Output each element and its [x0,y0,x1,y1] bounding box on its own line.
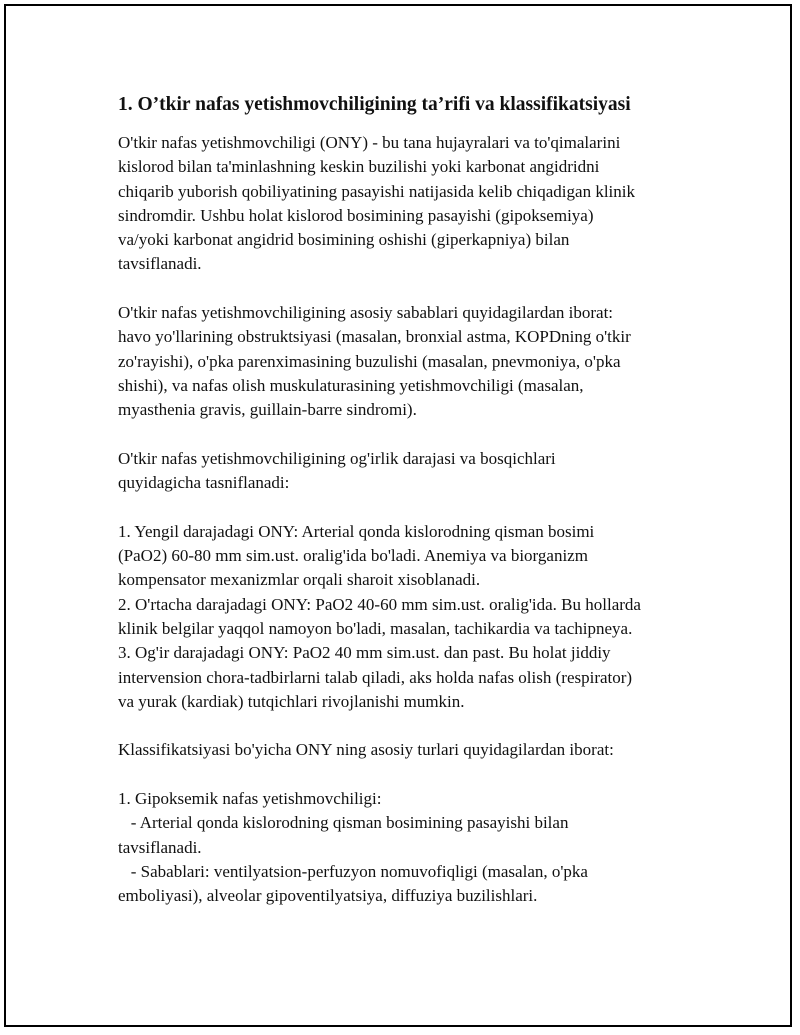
paragraph-classification-intro [118,738,698,762]
text-line: va yurak (kardiak) tutqichlari rivojlanishi mumkin. [118,691,465,711]
text-line: - Sabablari: ventilyatsion-perfuzyon nomuvofiqligi (masalan, o'pka [118,861,588,881]
paragraph-gap [118,495,698,519]
document-body [118,92,698,909]
text-line: O'tkir nafas yetishmovchiligi (ONY) - bu tana hujayralari va to'qimalarini [118,133,621,152]
text-line: O'tkir nafas yetishmovchiligining asosiy sabablari quyidagilardan iborat: [118,303,614,323]
text-line: klinik belgilar yaqqol namoyon bo'ladi, masalan, tachikardia va tachipneya. [118,618,633,638]
text-line: sindromdir. Ushbu holat kislorod bosimining pasayishi (gipoksemiya) [118,205,594,225]
text-line: quyidagicha tasniflanadi: [118,473,290,493]
text-line: intervension chora-tadbirlarni talab qiladi, aks holda nafas olish (respirator) [118,667,633,687]
paragraph-severity-list [118,520,698,714]
text-line: kislorod bilan ta'minlashning keskin buzilishi yoki karbonat angidridni [118,157,600,177]
paragraph-gap [118,277,698,301]
text-line: 1. Yengil darajadagi ONY: Arterial qonda kislorodning qisman bosimi [118,521,595,541]
text-line: tavsiflanadi. [118,837,202,857]
text-line: tavsiflanadi. [118,254,202,274]
text-line: O'tkir nafas yetishmovchiligining og'irlik darajasi va bosqichlari [118,448,556,468]
text-line: 1. Gipoksemik nafas yetishmovchiligi: [118,789,382,809]
text-line: myasthenia gravis, guillain-barre sindromi). [118,400,417,420]
text-line: 3. Og'ir darajadagi ONY: PaO2 40 mm sim.ust. dan past. Bu holat jiddiy [118,643,611,663]
text-line: havo yo'llarining obstruktsiyasi (masalan, bronxial astma, KOPDning o'tkir [118,327,631,347]
text-line: va/yoki karbonat angidrid bosimining oshishi (giperkapniya) bilan [118,230,570,250]
paragraph-hypoxemic [118,787,698,908]
text-line: (PaO2) 60-80 mm sim.ust. oralig'ida bo'ladi. Anemiya va biorganizm [118,546,588,566]
page-title: 1. O’tkir nafas yetishmovchiligining ta’rifi va klassifikatsiyasi [118,94,631,115]
text-line: emboliyasi), alveolar gipoventilyatsiya, diffuziya buzilishlari. [118,886,538,906]
paragraph-definition [118,131,698,277]
paragraph-gap [118,763,698,787]
text-line: chiqarib yuborish qobiliyatining pasayishi natijasida kelib chiqadigan klinik [118,181,635,201]
text-line: 2. O'rtacha darajadagi ONY: PaO2 40-60 mm sim.ust. oralig'ida. Bu hollarda [118,594,641,614]
text-line: kompensator mexanizmlar orqali sharoit xisoblanadi. [118,570,481,590]
paragraph-causes [118,301,698,422]
paragraph-severity-intro [118,447,698,496]
paragraph-gap [118,423,698,447]
paragraph-gap [118,714,698,738]
text-line: zo'rayishi), o'pka parenximasining buzulishi (masalan, pnevmoniya, o'pka [118,351,621,371]
text-line: shishi), va nafas olish muskulaturasining yetishmovchiligi (masalan, [118,375,584,395]
text-line: Klassifikatsiyasi bo'yicha ONY ning asosiy turlari quyidagilardan iborat: [118,740,614,760]
text-line: - Arterial qonda kislorodning qisman bosimining pasayishi bilan [118,813,569,833]
